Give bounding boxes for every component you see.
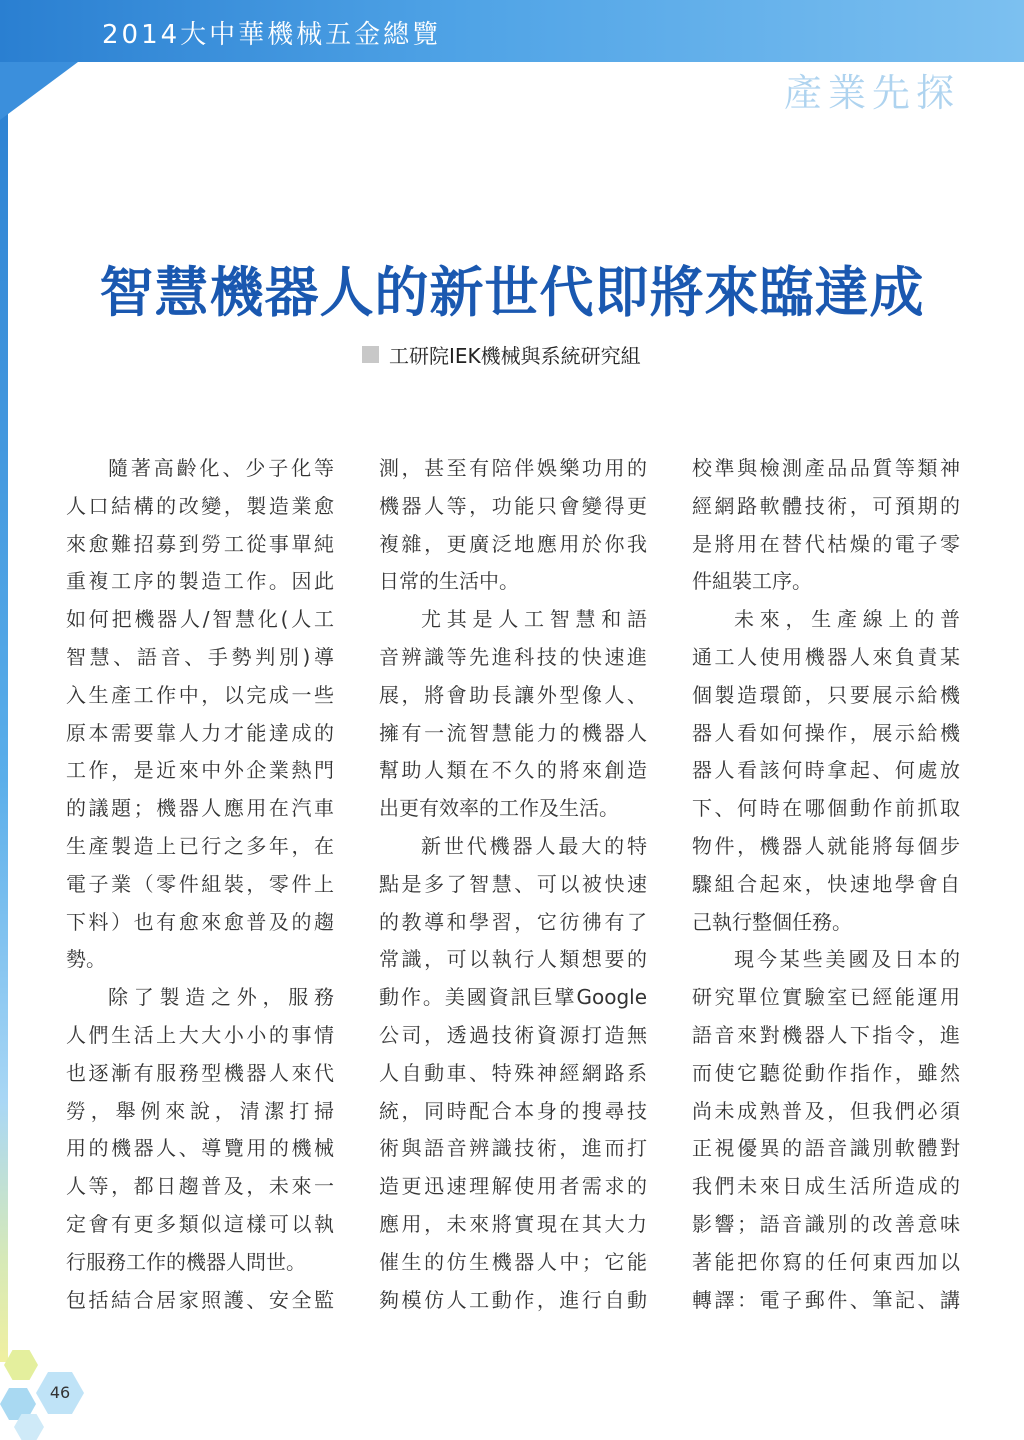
- text-line: 的議題；機器人應用在汽車: [66, 796, 334, 821]
- text-line: 出更有效率的工作及生活。: [379, 796, 619, 821]
- text-line: 生產製造上已行之多年，在: [66, 833, 334, 858]
- byline-square-icon: [362, 346, 379, 363]
- text-line: 幫助人類在不久的將來創造: [379, 758, 647, 783]
- section-label: 產業先探: [783, 71, 960, 115]
- article-column-1: [66, 450, 334, 1319]
- header-banner: [0, 0, 1024, 62]
- text-line: 人口結構的改變，製造業愈: [66, 493, 334, 518]
- text-line: 測，甚至有陪伴娛樂功用的: [379, 456, 647, 480]
- text-line: 催生的仿生機器人中；它能: [379, 1249, 647, 1274]
- text-line: 動作。美國資訊巨擘Google: [379, 985, 647, 1010]
- text-line: 尤其是人工智慧和語: [421, 607, 647, 632]
- text-line: 重複工序的製造工作。因此: [66, 569, 334, 594]
- text-line: 經網路軟體技術，可預期的: [692, 493, 960, 518]
- text-line: 電子業（零件組裝，零件上: [66, 871, 334, 896]
- text-line: 智慧、語音、手勢判別)導: [66, 644, 334, 669]
- byline-text: 工研院IEK機械與系統研究組: [389, 344, 641, 368]
- text-line: 下料）也有愈來愈普及的趨: [66, 909, 334, 934]
- text-line: 人們生活上大大小小的事情: [66, 1022, 334, 1047]
- text-line: 常識，可以執行人類想要的: [379, 947, 647, 972]
- text-line: 機器人等，功能只會變得更: [379, 493, 647, 518]
- text-line: 通工人使用機器人來負責某: [692, 644, 960, 669]
- text-line: 夠模仿人工動作，進行自動: [379, 1287, 647, 1312]
- text-line: 尚未成熟普及，但我們必須: [692, 1098, 960, 1123]
- text-line: 物件，機器人就能將每個步: [692, 833, 960, 858]
- text-line: 器人看如何操作，展示給機: [692, 720, 960, 745]
- text-line: 日常的生活中。: [379, 569, 519, 594]
- article-column-2: [379, 450, 647, 1319]
- text-line: 公司，透過技術資源打造無: [379, 1022, 647, 1047]
- text-line: 影響；語音識別的改善意味: [692, 1211, 960, 1236]
- text-line: 研究單位實驗室已經能運用: [692, 985, 960, 1010]
- text-line: 現今某些美國及日本的: [734, 947, 960, 972]
- text-line: 器人看該何時拿起、何處放: [692, 758, 960, 783]
- page-number: 46: [49, 1383, 71, 1402]
- text-line: 用的機器人、導覽用的機械: [66, 1136, 334, 1161]
- text-line: 校準與檢測產品品質等類神: [692, 456, 960, 480]
- article-title: 智慧機器人的新世代即將來臨達成: [99, 261, 925, 324]
- text-line: 是將用在替代枯燥的電子零: [692, 531, 960, 556]
- text-line: 人自動車、特殊神經網路系: [379, 1060, 647, 1085]
- text-line: 展，將會助長讓外型像人、: [379, 682, 647, 707]
- text-line: 來愈難招募到勞工從事單純: [66, 531, 334, 556]
- text-line: 正視優異的語音識別軟體對: [692, 1136, 960, 1161]
- text-line: 著能把你寫的任何東西加以: [692, 1249, 960, 1274]
- text-line: 轉譯：電子郵件、筆記、講: [692, 1287, 960, 1312]
- text-line: 勢。: [66, 947, 106, 972]
- text-line: 複雜，更廣泛地應用於你我: [379, 531, 647, 556]
- publication-title: 2014大中華機械五金總覽: [102, 20, 442, 50]
- text-line: 個製造環節，只要展示給機: [692, 682, 960, 707]
- text-line: 而使它聽從動作指作，雖然: [692, 1060, 960, 1085]
- text-line: 勞，舉例來說，清潔打掃: [66, 1098, 334, 1123]
- text-line: 入生產工作中，以完成一些: [66, 682, 334, 707]
- text-line: 造更迅速理解使用者需求的: [379, 1174, 647, 1199]
- text-line: 統，同時配合本身的搜尋技: [379, 1098, 647, 1123]
- text-line: 定會有更多類似這樣可以執: [66, 1211, 334, 1236]
- byline: [362, 340, 641, 369]
- text-line: 原本需要靠人力才能達成的: [66, 720, 334, 745]
- text-line: 驟組合起來，快速地學會自: [692, 871, 960, 896]
- text-line: 未來，生產線上的普: [734, 607, 960, 632]
- text-line: 點是多了智慧、可以被快速: [379, 871, 647, 896]
- text-line: 己執行整個任務。: [692, 909, 852, 934]
- text-line: 工作，是近來中外企業熱門: [66, 758, 334, 783]
- text-line: 件組裝工序。: [692, 569, 812, 594]
- article-column-3: [692, 450, 960, 1319]
- text-line: 語音來對機器人下指令，進: [692, 1022, 960, 1047]
- banner-corner-decoration: [0, 62, 78, 120]
- text-line: 我們未來日成生活所造成的: [692, 1174, 960, 1199]
- text-line: 應用，未來將實現在其大力: [379, 1211, 647, 1236]
- text-line: 人等，都日趨普及，未來一: [66, 1174, 334, 1199]
- text-line: 音辨識等先進科技的快速進: [379, 644, 647, 669]
- text-line: 包括結合居家照護、安全監: [66, 1287, 334, 1312]
- text-line: 如何把機器人/智慧化(人工: [66, 607, 334, 632]
- text-line: 也逐漸有服務型機器人來代: [66, 1060, 334, 1085]
- text-line: 擁有一流智慧能力的機器人: [379, 720, 647, 745]
- hexagon-decoration: [4, 1350, 38, 1380]
- text-line: 的教導和學習，它彷彿有了: [379, 909, 647, 934]
- text-line: 新世代機器人最大的特: [421, 833, 647, 858]
- text-line: 隨著高齡化、少子化等: [108, 456, 334, 480]
- text-line: 術與語音辨識技術，進而打: [379, 1136, 647, 1161]
- text-line: 除了製造之外，服務: [108, 985, 334, 1010]
- text-line: 下、何時在哪個動作前抓取: [692, 796, 960, 821]
- text-line: 行服務工作的機器人問世。: [66, 1249, 306, 1274]
